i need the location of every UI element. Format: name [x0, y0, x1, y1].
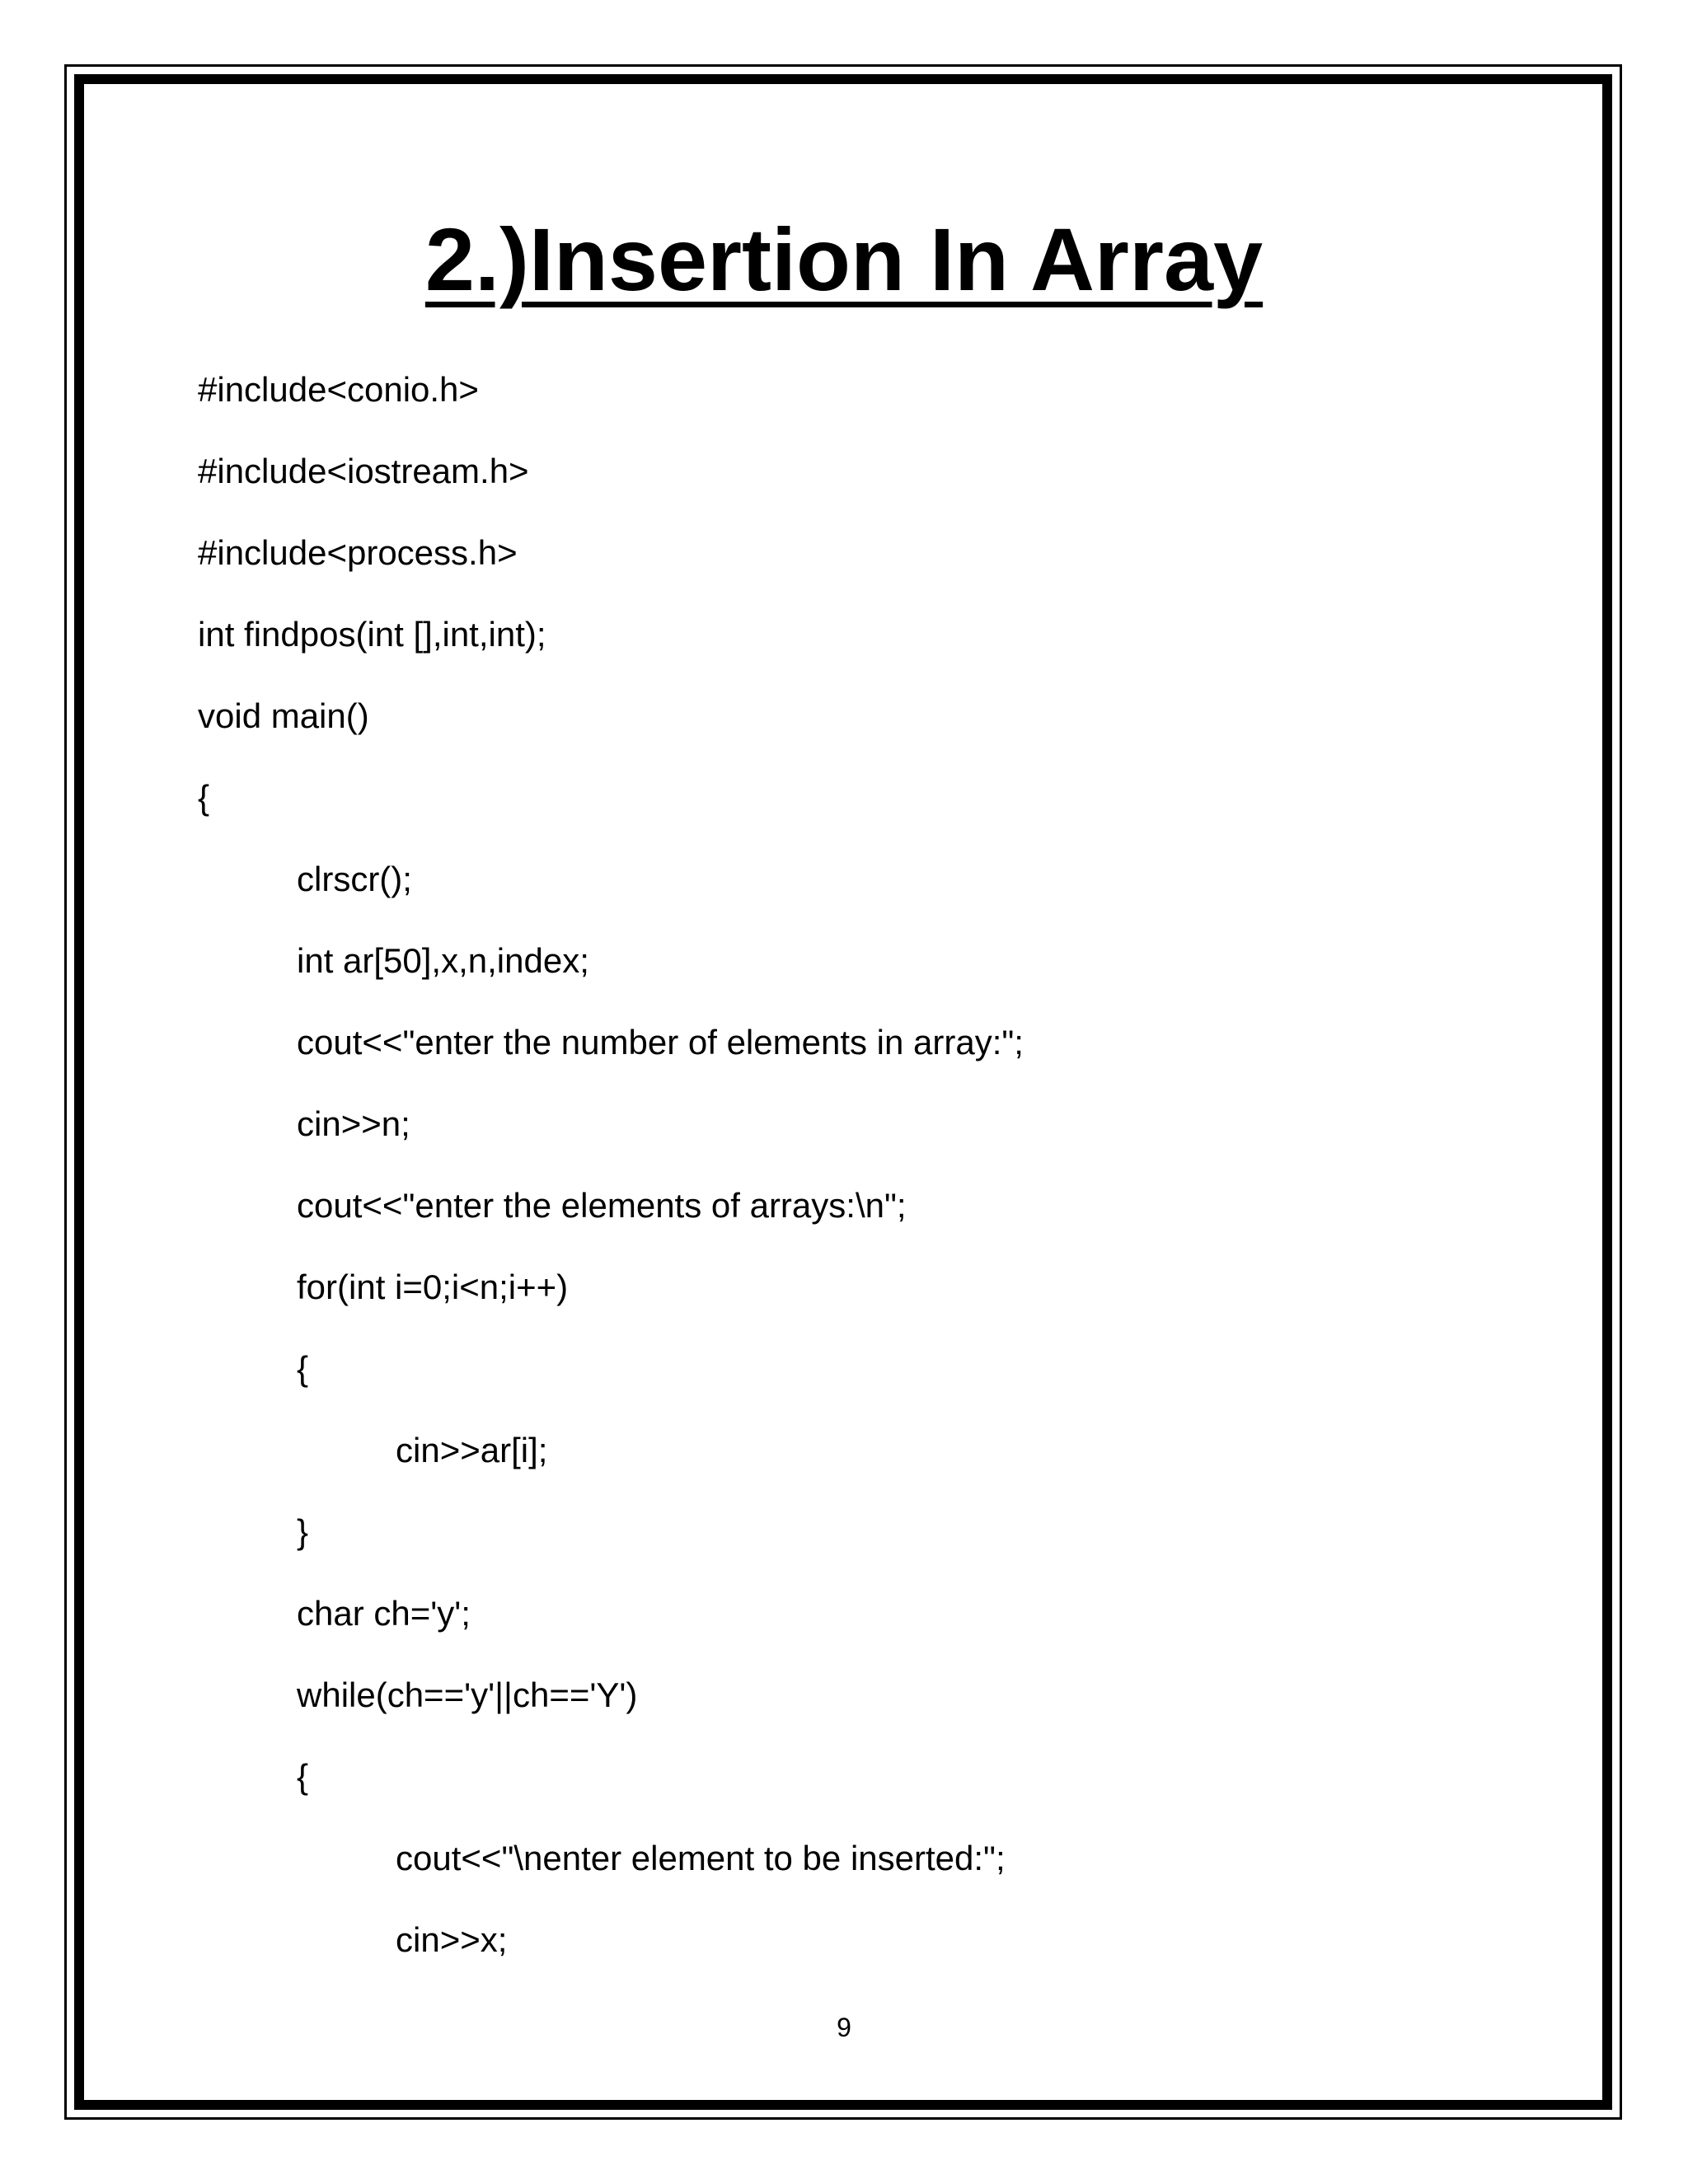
- code-line: char ch='y';: [297, 1594, 471, 1633]
- code-line: for(int i=0;i<n;i++): [297, 1268, 569, 1306]
- code-line: {: [297, 1349, 309, 1388]
- page-title: 2.)Insertion In Array: [424, 209, 1264, 309]
- code-line: cin>>ar[i];: [396, 1431, 548, 1469]
- code-line: while(ch=='y'||ch=='Y'): [297, 1675, 638, 1714]
- code-line: {: [297, 1757, 309, 1796]
- code-line: #include<conio.h>: [198, 370, 479, 409]
- code-line: cin>>n;: [297, 1104, 410, 1143]
- code-line: int ar[50],x,n,index;: [297, 941, 589, 980]
- code-line: clrscr();: [297, 860, 412, 898]
- code-line: int findpos(int [],int,int);: [198, 615, 546, 654]
- code-line: cin>>x;: [396, 1920, 508, 1959]
- code-line: void main(): [198, 696, 369, 735]
- code-line: {: [198, 778, 210, 817]
- code-line: }: [297, 1512, 309, 1551]
- code-line: cout<<"enter the elements of arrays:\n";: [297, 1186, 907, 1225]
- page-number: 9: [837, 2013, 851, 2042]
- code-line: #include<iostream.h>: [198, 452, 529, 490]
- code-line: cout<<"\nenter element to be inserted:";: [396, 1839, 1006, 1877]
- code-line: #include<process.h>: [198, 533, 518, 572]
- code-line: cout<<"enter the number of elements in array:";: [297, 1023, 1024, 1062]
